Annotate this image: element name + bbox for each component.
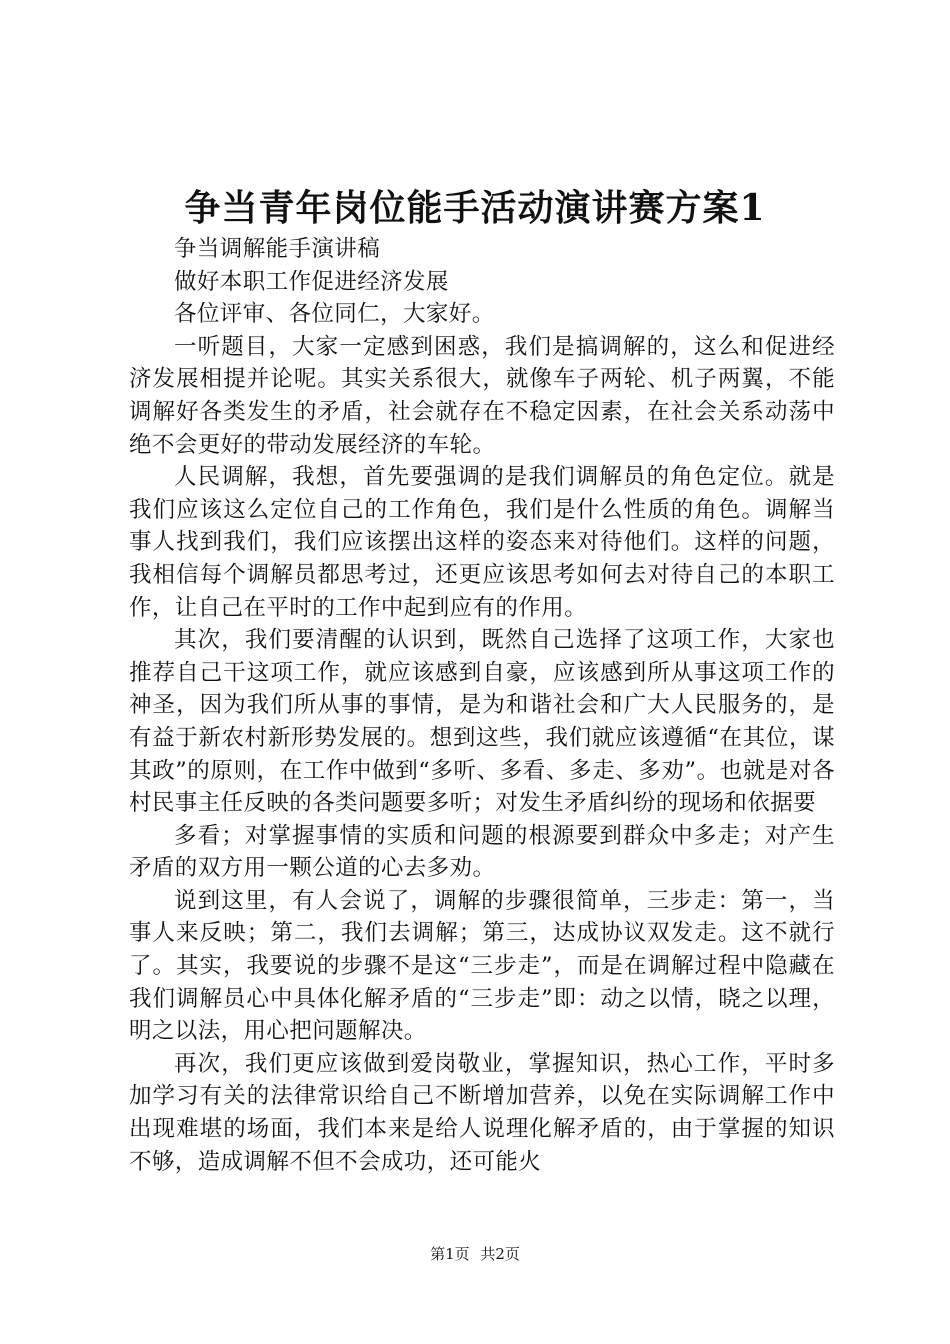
body-paragraph: 一听题目，大家一定感到困惑，我们是搞调解的，这么和促进经济发展相提并论呢。其实关系很大，就像车子两轮、机子两翼，不能调解好各类发生的矛盾，社会就存在不稳定因素，在社会关系动荡中绝不会更好的带动发展经济的车轮。 bbox=[129, 333, 835, 458]
body-paragraph: 再次，我们更应该做到爱岗敬业，掌握知识，热心工作，平时多加学习有关的法律常识给自己不断增加营养，以免在实际调解工作中出现难堪的场面，我们本来是给人说理化解矛盾的，由于掌握的知识不够，造成调解不但不会成功，还可能火 bbox=[129, 1050, 835, 1175]
subtitle-line: 做好本职工作促进经济发展 bbox=[174, 268, 449, 295]
body-paragraph: 说到这里，有人会说了，调解的步骤很简单，三步走：第一，当事人来反映；第二，我们去调解；第三，达成协议双发走。这不就行了。其实，我要说的步骤不是这“三步走”，而是在调解过程中隐藏在我们调解员心中具体化解矛盾的“三步走”即：动之以情，晓之以理，明之以法，用心把问题解决。 bbox=[129, 887, 835, 1045]
page-footer bbox=[0, 1244, 950, 1264]
body-paragraph: 多看；对掌握事情的实质和问题的根源要到群众中多走；对产生矛盾的双方用一颗公道的心去多劝。 bbox=[129, 822, 835, 882]
body-paragraph: 人民调解，我想，首先要强调的是我们调解员的角色定位。就是我们应该这么定位自己的工作角色，我们是什么性质的角色。调解当事人找到我们，我们应该摆出这样的姿态来对待他们。这样的问题，我相信每个调解员都思考过，还更应该思考如何去对待自己的本职工作，让自己在平时的工作中起到应有的作用。 bbox=[129, 464, 835, 621]
document-title: 争当青年岗位能手活动演讲赛方案1 bbox=[184, 187, 766, 229]
document-body bbox=[129, 233, 835, 1178]
subtitle-line: 争当调解能手演讲稿 bbox=[174, 236, 381, 262]
body-paragraph: 其次，我们要清醒的认识到，既然自己选择了这项工作，大家也推荐自己干这项工作，就应该感到自豪，应该感到所从事这项工作的神圣，因为我们所从事的事情，是为和谐社会和广大人民服务的，是有益于新农村新形势发展的。想到这些，我们就应该遵循“在其位，谋其政”的原则，在工作中做到“多听、多看、多走、多劝”。也就是对各村民事主任反映的各类问题要多听；对发生矛盾纠纷的现场和依据要 bbox=[129, 627, 835, 817]
page-number: 第1页 bbox=[430, 1245, 470, 1263]
greeting-paragraph: 各位评审、各位同仁，大家好。 bbox=[174, 301, 495, 328]
page-total: 共2页 bbox=[480, 1245, 520, 1263]
